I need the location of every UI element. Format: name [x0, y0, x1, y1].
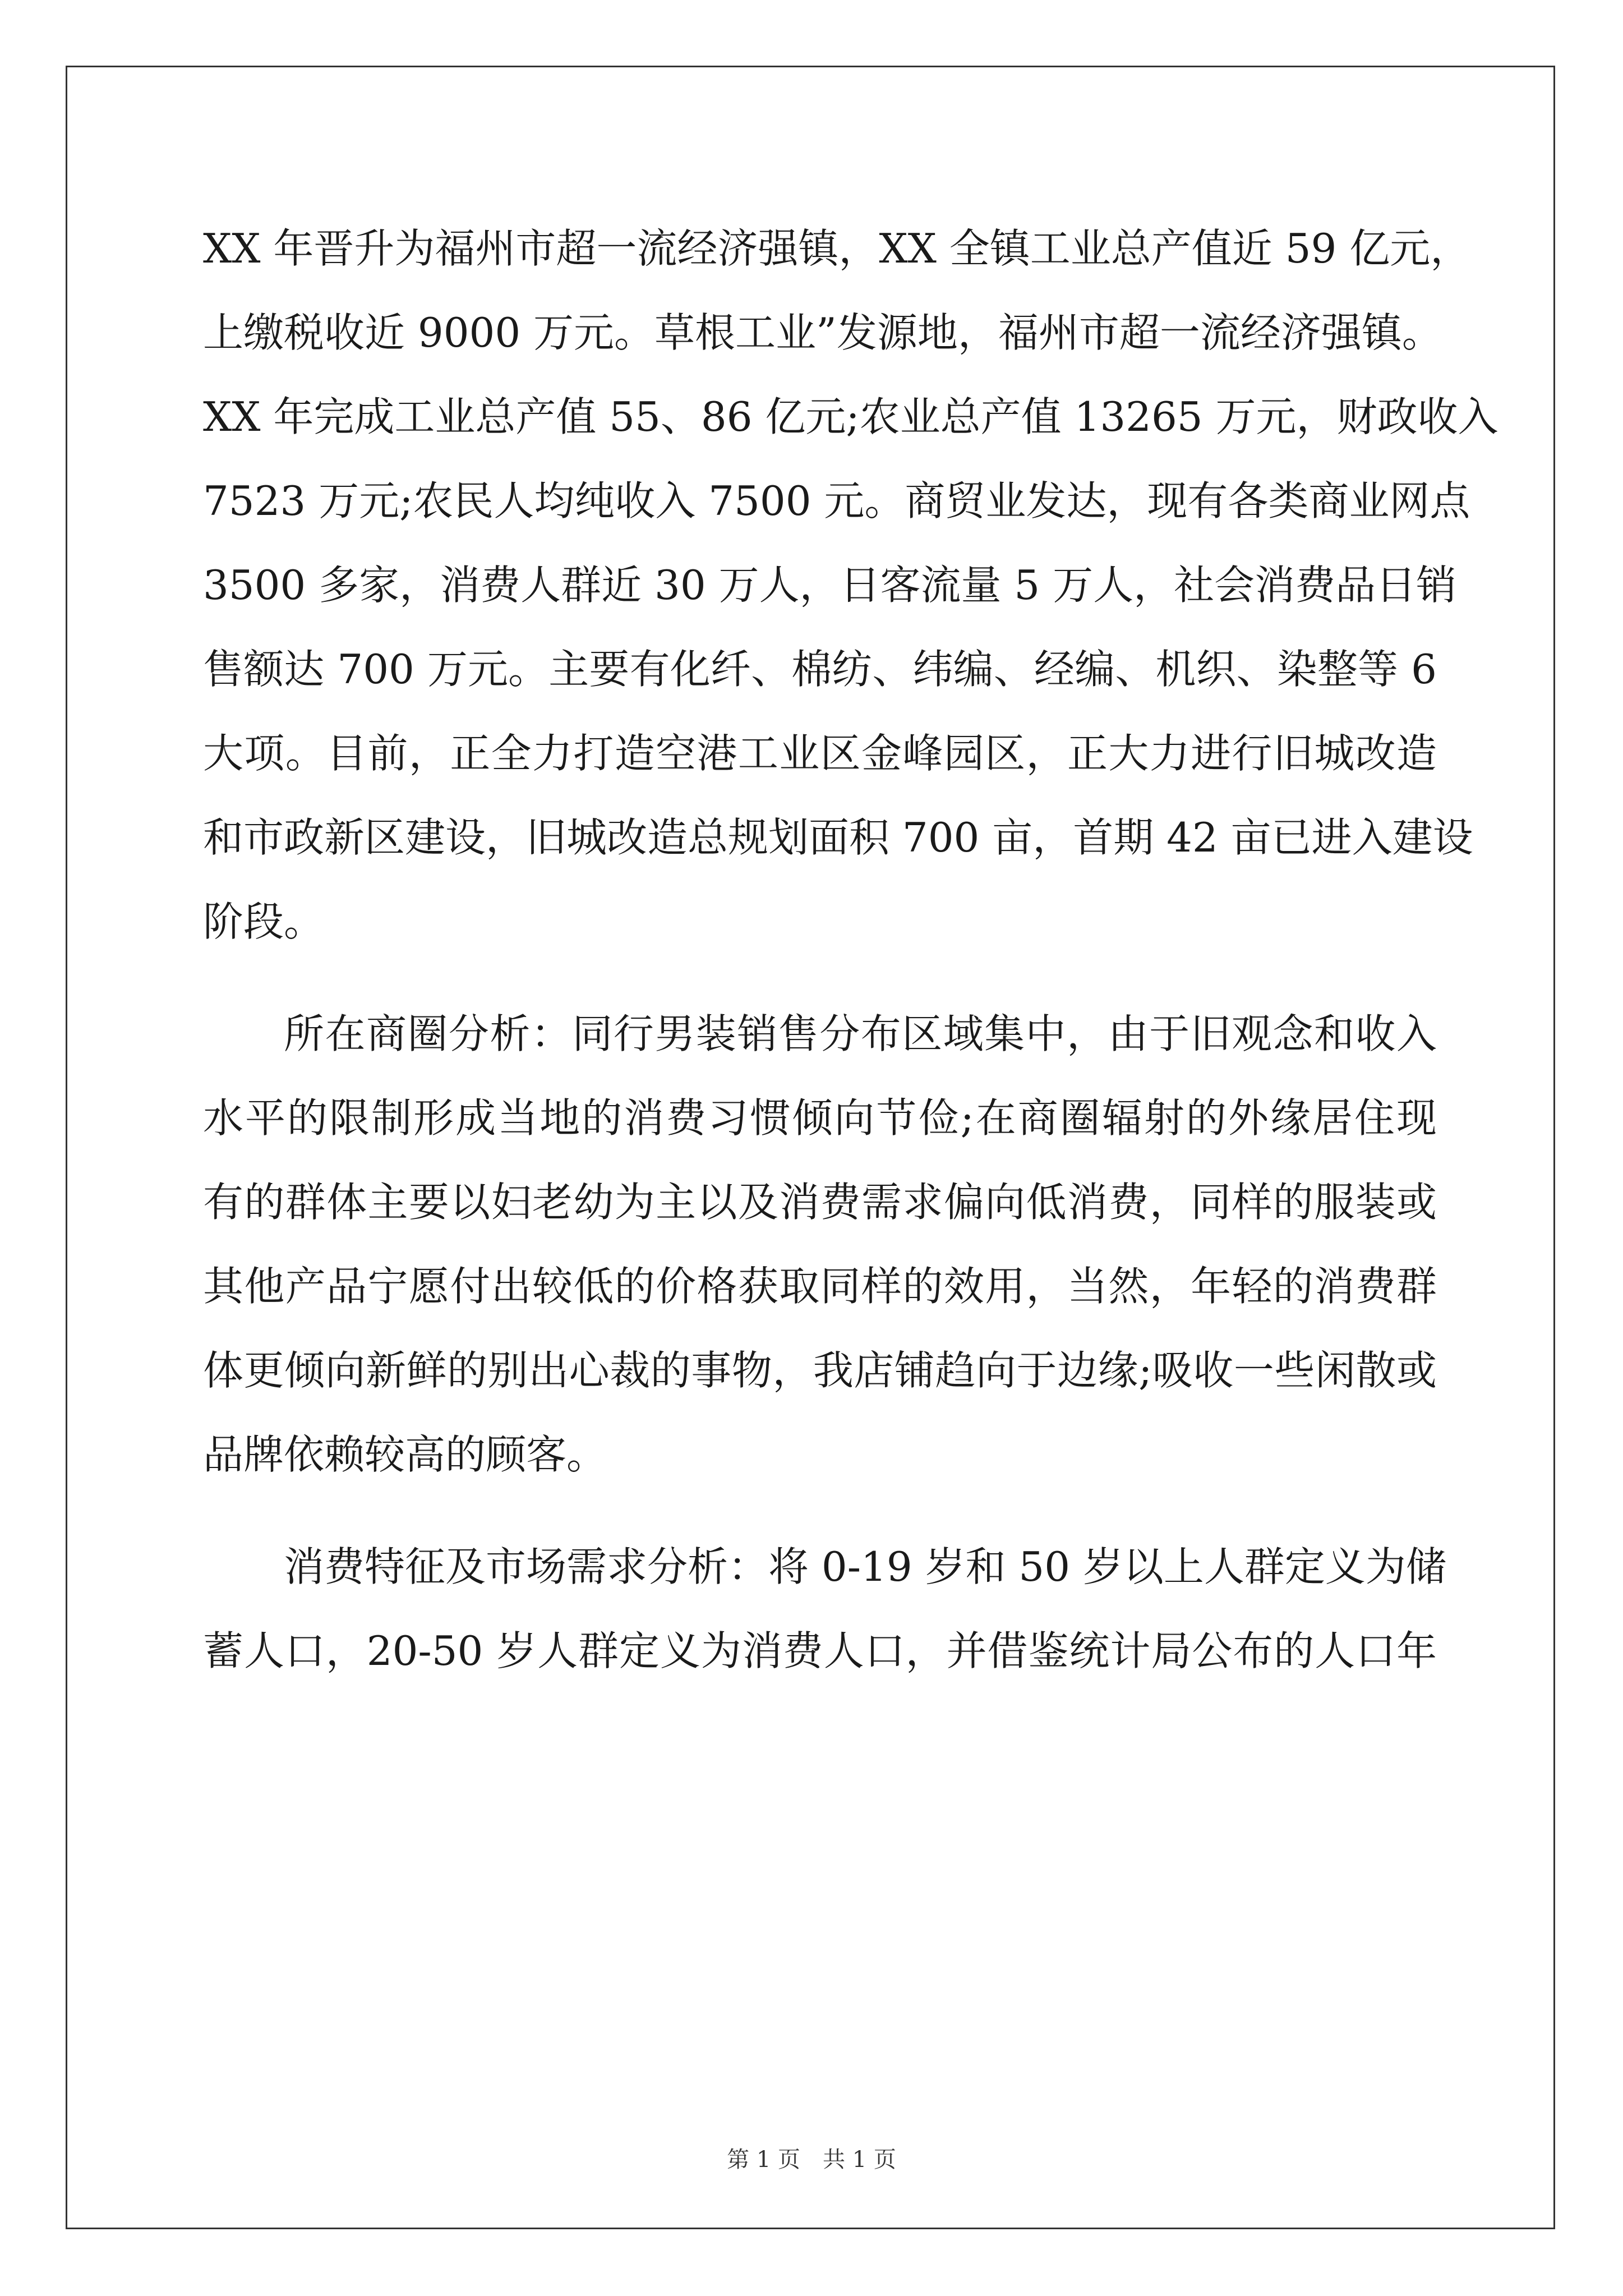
paragraph-line: 阶段。: [203, 898, 325, 945]
paragraph-line: 体更倾向新鲜的别出心裁的事物，我店铺趋向于边缘;吸收一些闲散或: [203, 1347, 1437, 1394]
paragraph-line: 消费特征及市场需求分析：将 0-19 岁和 50 岁以上人群定义为储: [284, 1543, 1446, 1590]
paragraph-line: 大项。目前，正全力打造空港工业区金峰园区，正大力进行旧城改造: [203, 730, 1437, 777]
paragraph-line: 品牌依赖较高的顾客。: [203, 1431, 607, 1478]
paragraph-line: 蓄人口，20-50 岁人群定义为消费人口，并借鉴统计局公布的人口年: [203, 1627, 1437, 1674]
paragraph-line: 上缴税收近 9000 万元。草根工业”发源地，福州市超一流经济强镇。: [203, 309, 1442, 356]
paragraph-line: 和市政新区建设，旧城改造总规划面积 700 亩，首期 42 亩已进入建设: [203, 814, 1473, 861]
paragraph-line: 7523 万元;农民人均纯收入 7500 元。商贸业发达，现有各类商业网点: [203, 477, 1470, 524]
paragraph-line: 所在商圈分析：同行男装销售分布区域集中，由于旧观念和收入: [284, 1010, 1437, 1057]
page-footer: 第 1 页 共 1 页: [727, 2147, 896, 2173]
paragraph-line: XX 年晋升为福州市超一流经济强镇，XX 全镇工业总产值近 59 亿元，: [203, 225, 1471, 272]
paragraph-line: XX 年完成工业总产值 55、86 亿元;农业总产值 13265 万元，财政收入: [203, 393, 1498, 440]
paragraph-line: 水平的限制形成当地的消费习惯倾向节俭;在商圈辐射的外缘居住现: [203, 1094, 1437, 1142]
paragraph-line: 有的群体主要以妇老幼为主以及消费需求偏向低消费，同样的服装或: [203, 1179, 1437, 1226]
paragraph-line: 其他产品宁愿付出较低的价格获取同样的效用，当然，年轻的消费群: [203, 1263, 1437, 1310]
paragraph-line: 售额达 700 万元。主要有化纤、棉纺、纬编、经编、机织、染整等 6: [203, 646, 1437, 693]
paragraph-line: 3500 多家，消费人群近 30 万人，日客流量 5 万人，社会消费品日销: [203, 562, 1457, 609]
